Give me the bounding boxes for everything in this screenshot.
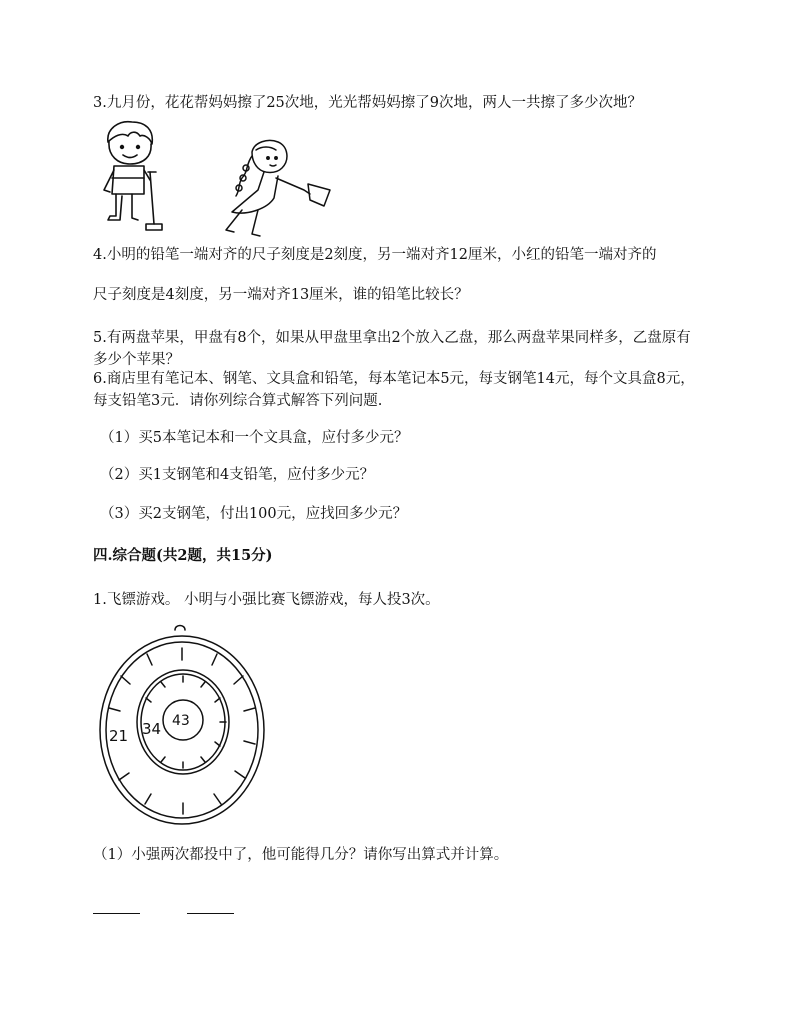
dartboard-score-middle: 34 (142, 720, 162, 738)
question-6-sub-1: （1）买5本笔记本和一个文具盒，应付多少元？ (100, 430, 409, 446)
dartboard-score-inner: 43 (172, 713, 190, 729)
question-6-text: 6.商店里有笔记本、钢笔、文具盒和铅笔，每本笔记本5元，每支钢笔14元，每个文具盒8元，每支铅笔3元．请你列综合算式解答下列问题. (93, 371, 695, 409)
boy-mopping-illustration (100, 120, 168, 238)
question-4-line-1: 4.小明的铅笔一端对齐的尺子刻度是2刻度，另一端对齐12厘米，小红的铅笔一端对齐的 (93, 247, 657, 263)
answer-blank-1[interactable] (93, 913, 140, 914)
dartboard-illustration (95, 622, 275, 827)
section-4-question-1: 1.飞镖游戏。 小明与小强比赛飞镖游戏，每人投3次。 (93, 592, 440, 608)
dartboard-score-outer: 21 (109, 727, 129, 745)
question-6-sub-3: （3）买2支钢笔，付出100元，应找回多少元？ (100, 506, 408, 522)
section-4-title: 四.综合题(共2题，共15分) (93, 547, 273, 564)
question-3: 3.九月份，花花帮妈妈擦了25次地，光光帮妈妈擦了9次地，两人一共擦了多少次地？ (93, 95, 643, 111)
question-5-text: 5.有两盘苹果，甲盘有8个，如果从甲盘里拿出2个放入乙盘，那么两盘苹果同样多，乙盘原有多少个苹果？ (93, 330, 691, 368)
question-6 (93, 368, 697, 412)
question-4-line-2: 尺子刻度是4刻度，另一端对齐13厘米，谁的铅笔比较长？ (93, 287, 469, 303)
section-4-question-1-sub-1: （1）小强两次都投中了，他可能得几分？请你写出算式并计算。 (93, 847, 509, 863)
question-5 (93, 327, 697, 371)
answer-blank-2[interactable] (187, 913, 234, 914)
question-6-sub-2: （2）买1支钢笔和4支铅笔，应付多少元？ (100, 467, 375, 483)
girl-cleaning-illustration (218, 138, 336, 238)
